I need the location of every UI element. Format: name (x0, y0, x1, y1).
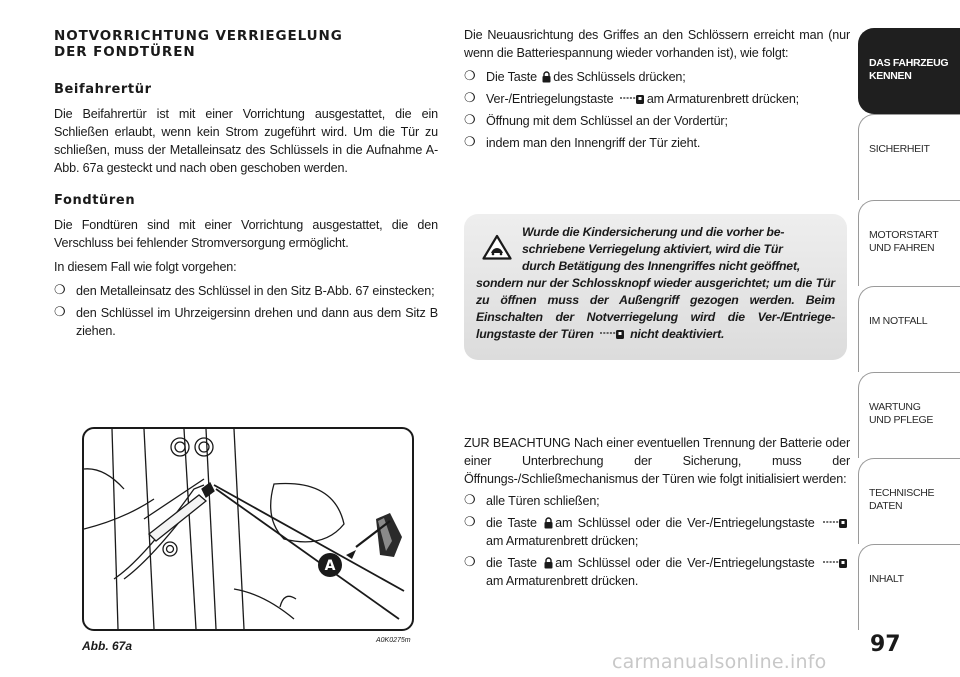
padlock-icon (544, 557, 553, 569)
right-column (464, 26, 850, 156)
procedure-list (54, 282, 438, 340)
list-item: ❍ indem man den Innengriff der Tür zieht. (464, 135, 701, 150)
left-column (54, 28, 438, 344)
paragraph-procedure-intro: In diesem Fall wie folgt vorgehen: (54, 260, 237, 274)
list-item: ❍ den Schlüssel im Uhrzeigersinn drehen und dann aus dem Sitz B ziehen. (54, 305, 438, 338)
note-list (464, 492, 850, 590)
warning-triangle-icon (482, 234, 512, 260)
figure-door-lock (82, 427, 414, 631)
door-illustration (84, 429, 412, 629)
section-title: NOTVORRICHTUNG VERRIEGELUNG DER FONDTÜREN (54, 28, 343, 60)
tab-technische-daten[interactable]: TECHNISCHE DATEN (858, 458, 960, 544)
note-section (464, 434, 850, 594)
list-item: ❍ den Metalleinsatz des Schlüssel in den Sitz B-Abb. 67 einstecken; (54, 283, 435, 298)
bullet-icon: ❍ (464, 69, 476, 84)
tab-im-notfall[interactable]: IM NOTFALL (858, 286, 960, 372)
padlock-icon (542, 71, 551, 83)
bullet-icon: ❍ (464, 555, 476, 570)
subheading-beifahrertuer: Beifahrertür (54, 82, 152, 97)
door-lock-button-icon (822, 518, 848, 529)
figure-code: A0K0275m (376, 637, 411, 644)
watermark: carmanualsonline.info (612, 651, 827, 673)
bullet-icon: ❍ (464, 135, 476, 150)
paragraph-realignment: Die Neuausrichtung des Griffes an den Schlössern erreicht man (nur wenn die Batteriespannung wieder vorhanden ist), wie folgt: (464, 28, 850, 60)
door-lock-button-icon (599, 329, 625, 340)
tab-sicherheit[interactable]: SICHERHEIT (858, 114, 960, 200)
list-item: ❍ Ver-/Entriegelungstaste am Armaturenbrett drücken; (464, 91, 800, 106)
paragraph-beifahrertuer: Die Beifahrertür ist mit einer Vorrichtung ausgestattet, die ein Schließen erlaubt, wenn kein Strom zugeführt wird. Um die Tür zu schließen, muss der Metalleinsatz des Schlüssels in die Aufnahme A-Abb. 67a gesteckt und nach oben geschoben werden. (54, 107, 438, 175)
tab-wartung-und-pflege[interactable]: WARTUNG UND PFLEGE (858, 372, 960, 458)
warning-text: Wurde die Kindersicherung und die vorher be- schriebene Verriegelung aktiviert, wird die Tür durch Betätigung des Innengriffes nicht geöffnet, sondern nur der Schlossknopf wieder ausgerichtet; um die Tür zu öffnen muss der Außengriff gezogen werden. Beim Einschalten der Notverriegelung wird die Ver-/Entriege-lungstaste der Türen nicht deaktiviert. (476, 225, 835, 341)
list-item: ❍ die Taste am Schlüssel oder die Ver-/Entriegelungstaste am Armaturenbrett drücken; (464, 514, 850, 550)
chapter-sidebar (858, 28, 960, 630)
tab-das-fahrzeug-kennen[interactable]: DAS FAHRZEUG KENNEN (858, 28, 960, 114)
list-item: ❍ die Taste am Schlüssel oder die Ver-/Entriegelungstaste am Armaturenbrett drücken. (464, 554, 850, 590)
padlock-icon (544, 517, 553, 529)
paragraph-fondtueren: Die Fondtüren sind mit einer Vorrichtung ausgestattet, die den Verschluss bei fehlender Stromversorgung ermöglicht. (54, 218, 438, 250)
figure-caption: Abb. 67a (82, 639, 133, 653)
note-paragraph: ZUR BEACHTUNG Nach einer eventuellen Trennung der Batterie oder einer Unterbrechung der Sicherung, muss der Öffnungs-/Schließmechanismus der Türen wie folgt initialisiert werden: (464, 436, 850, 486)
warning-box (464, 214, 847, 360)
bullet-icon: ❍ (54, 305, 66, 320)
bullet-icon: ❍ (464, 493, 476, 508)
subheading-fondtueren: Fondtüren (54, 193, 136, 208)
key-insert-detail (346, 513, 402, 559)
list-item: ❍ Öffnung mit dem Schlüssel an der Vordertür; (464, 113, 728, 128)
label-a: A (324, 558, 336, 574)
tab-inhalt[interactable]: INHALT (858, 544, 960, 630)
page-number: 97 (870, 632, 901, 657)
bullet-icon: ❍ (464, 515, 476, 530)
bullet-icon: ❍ (464, 91, 476, 106)
realignment-list (464, 68, 850, 152)
tab-motorstart-und-fahren[interactable]: MOTORSTART UND FAHREN (858, 200, 960, 286)
bullet-icon: ❍ (464, 113, 476, 128)
bullet-icon: ❍ (54, 283, 66, 298)
list-item: ❍ Die Taste des Schlüssels drücken; (464, 69, 686, 84)
list-item: ❍ alle Türen schließen; (464, 493, 600, 508)
door-lock-button-icon (822, 558, 848, 569)
door-lock-button-icon (619, 94, 645, 105)
